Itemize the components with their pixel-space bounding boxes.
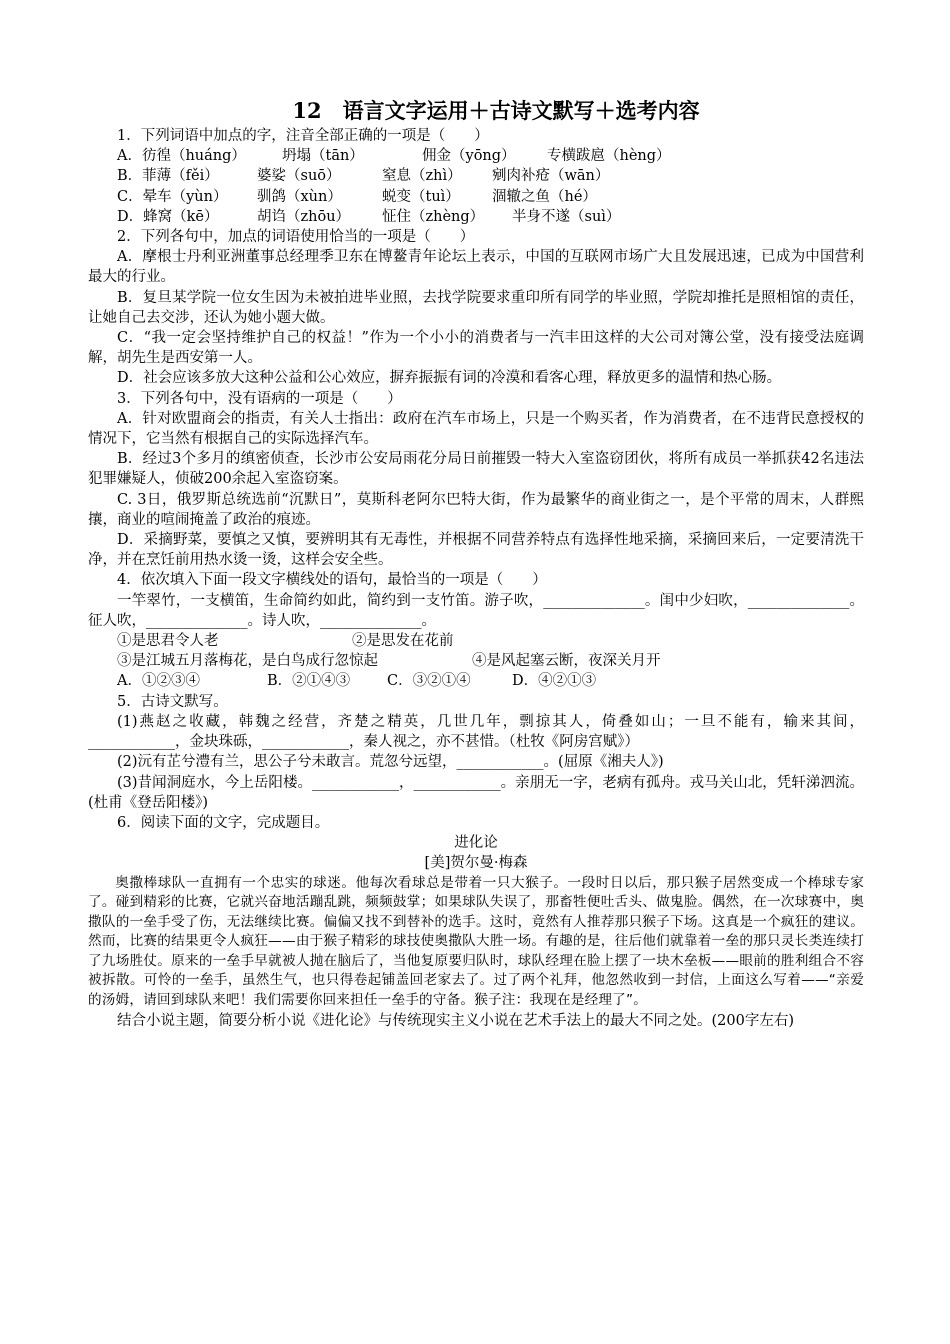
q1-option-d [88, 207, 864, 227]
q1-stem: 1．下列词语中加点的字，注音全部正确的一项是（ ） [117, 128, 489, 144]
q1-option-c [88, 187, 864, 207]
q6-question: 结合小说主题，简要分析小说《进化论》与传统现实主义小说在艺术手法上的最大不同之处。(200字左右) [117, 1012, 794, 1029]
q4-choice-d: D．④②①③ [512, 673, 597, 690]
q3-stem: 3．下列各句中，没有语病的一项是（ ） [117, 390, 402, 407]
q2-stem: 2．下列各句中，加点的词语使用恰当的一项是（ ） [117, 229, 475, 246]
q4-item-3: ③是江城五月落梅花，是白鸟成行忽惊起 [117, 653, 378, 670]
q5-sentence-2: (2)沅有芷兮澧有兰，思公子兮未敢言。荒忽兮远望，____________。(屈原《湘夫人》) [117, 754, 664, 771]
page-title: 12 语言文字运用＋古诗文默写＋选考内容 [292, 98, 700, 123]
q2-option-d: D．社会应该多放大这种公益和公心效应，摒弃振振有词的冷漠和看客心理，释放更多的温情和热心肠。 [117, 370, 782, 387]
q1-b-1: B．菲薄（fěi） [117, 168, 219, 185]
q5-sentence-1: (1)燕赵之收藏，韩魏之经营，齐楚之精英，几世几年，剽掠其人，倚叠如山；一旦不能有，输来其间，____________，金块珠砾，____________，秦人视之，亦不甚惜。（杜牧《阿房宫赋》） [88, 713, 864, 751]
story-title: 进化论 [454, 835, 498, 852]
q1-option-a [88, 146, 864, 166]
q1-d-4: 半身不遂（suì） [512, 208, 621, 225]
q1-b-3: 窒息（zhì） [382, 168, 462, 185]
q1-b-2: 婆娑（suō） [257, 168, 341, 185]
q4-item-1: ①是思君令人老 [117, 633, 219, 650]
q1-c-2: 驯鸽（xùn） [257, 188, 342, 205]
q4-text: 一竿翠竹，一支横笛，生命简约如此，简约到一支竹笛。游子吹，______________。闺中少妇吹，______________。征人吹，______________。诗人吹，______________。 [88, 592, 864, 629]
q1-c-1: C．晕车（yùn） [117, 188, 228, 205]
q4-items-row1 [88, 631, 864, 651]
q1-c-4: 涸辙之鱼（hé） [492, 188, 597, 205]
q1-d-3: 怔住（zhèng） [382, 208, 485, 225]
q2-option-c: C．“我一定会坚持维护自己的权益！”作为一个小小的消费者与一汽丰田这样的大公司对簿公堂，没有接受法庭调解，胡先生是西安第一人。 [88, 330, 864, 367]
q6-stem: 6．阅读下面的文字，完成题目。 [117, 814, 330, 831]
q1-a-2: 坍塌（tān） [282, 148, 364, 165]
q5-sentence-3: (3)昔闻洞庭水，今上岳阳楼。____________，____________。亲朋无一字，老病有孤舟。戎马关山北，凭轩涕泗流。(杜甫《登岳阳楼》) [88, 774, 864, 811]
q1-d-1: D．蜂窝（kē） [117, 208, 219, 225]
q2-option-b: B．复旦某学院一位女生因为未被拍进毕业照，去找学院要求重印所有同学的毕业照，学院却推托是照相馆的责任，让她自己去交涉，还认为她小题大做。 [88, 289, 864, 326]
q3-option-b: B．经过3个多月的缜密侦查，长沙市公安局雨花分局日前摧毁一特大入室盗窃团伙，将所有成员一举抓获42名违法犯罪嫌疑人，侦破200余起入室盗窃案。 [88, 451, 864, 488]
q1-a-3: 佣金（yōng） [422, 148, 516, 165]
q1-c-3: 蜕变（tuì） [382, 188, 460, 205]
story-body: 奥撒棒球队一直拥有一个忠实的球迷。他每次看球总是带着一只大猴子。一段时日以后，那只猴子居然变成一个棒球专家了。碰到精彩的比赛，它就兴奋地活蹦乱跳，频频鼓掌；如果球队失误了，那畜牲便吐舌头、做鬼脸。偶然，在一次球赛中，奥撒队的一垒手受了伤，无法继续比赛。偏偏又找不到替补的选手。这时，竟然有人推荐那只猴子下场。这真是一个疯狂的建议。然而，比赛的结果更令人疯狂——由于猴子精彩的球技使奥撒队大胜一场。有趣的是，往后他们就靠着一垒的那只灵长类连续打了九场胜仗。原来的一垒手早就被人抛在脑后了，当他复原要归队时，球队经理在脸上摆了一块木垒板——眼前的胜利组合不容被拆散。可怜的一垒手，虽然生气，也只得卷起铺盖回老家去了。过了两个礼拜，他忽然收到一封信，上面这么写着——“亲爱的汤姆，请回到球队来吧！我们需要你回来担任一垒手的守备。猴子注：我现在是经理了”。 [88, 874, 864, 1009]
q3-option-d: D．采摘野菜，要慎之又慎，要辨明其有无毒性，并根据不同营养特点有选择性地采摘，采摘回来后，一定要清洗干净，并在烹饪前用热水烫一烫，这样会安全些。 [88, 532, 864, 569]
q4-choice-c: C．③②①④ [387, 673, 471, 690]
q3-option-c: C. 3日，俄罗斯总统选前“沉默日”，莫斯科老阿尔巴特大街，作为最繁华的商业街之一，是个平常的周末，人群熙攘，商业的喧闹掩盖了政治的痕迹。 [88, 491, 864, 528]
q5-stem: 5．古诗文默写。 [117, 693, 228, 710]
q4-item-2: ②是思发在花前 [352, 633, 454, 650]
q4-choices [88, 671, 864, 691]
q1-option-b [88, 166, 864, 186]
q1-b-4: 剜肉补疮（wān） [492, 168, 610, 185]
q1-a-1: A．彷徨（huáng） [117, 148, 246, 165]
q4-stem: 4．依次填入下面一段文字横线处的语句，最恰当的一项是（ ） [117, 572, 547, 589]
q1-a-4: 专横跋扈（hèng） [547, 148, 671, 165]
story-author: [美]贺尔曼·梅森 [424, 855, 528, 872]
q4-choice-b: B．②①④③ [267, 673, 351, 690]
document-page [88, 96, 864, 1031]
q1-d-2: 胡诌（zhōu） [257, 208, 351, 225]
q3-option-a: A．针对欧盟商会的指责，有关人士指出：政府在汽车市场上，只是一个购买者，作为消费者，在不违背民意授权的情况下，它当然有根据自己的实际选择汽车。 [88, 410, 864, 448]
q4-item-4: ④是风起塞云断，夜深关月开 [472, 653, 661, 670]
q4-choice-a: A．①②③④ [117, 673, 200, 690]
q2-option-a: A．摩根士丹利亚洲董事总经理季卫东在博鳌青年论坛上表示，中国的互联网市场广大且发展迅速，已成为中国营利最大的行业。 [88, 249, 864, 286]
q4-items-row2 [88, 651, 864, 671]
